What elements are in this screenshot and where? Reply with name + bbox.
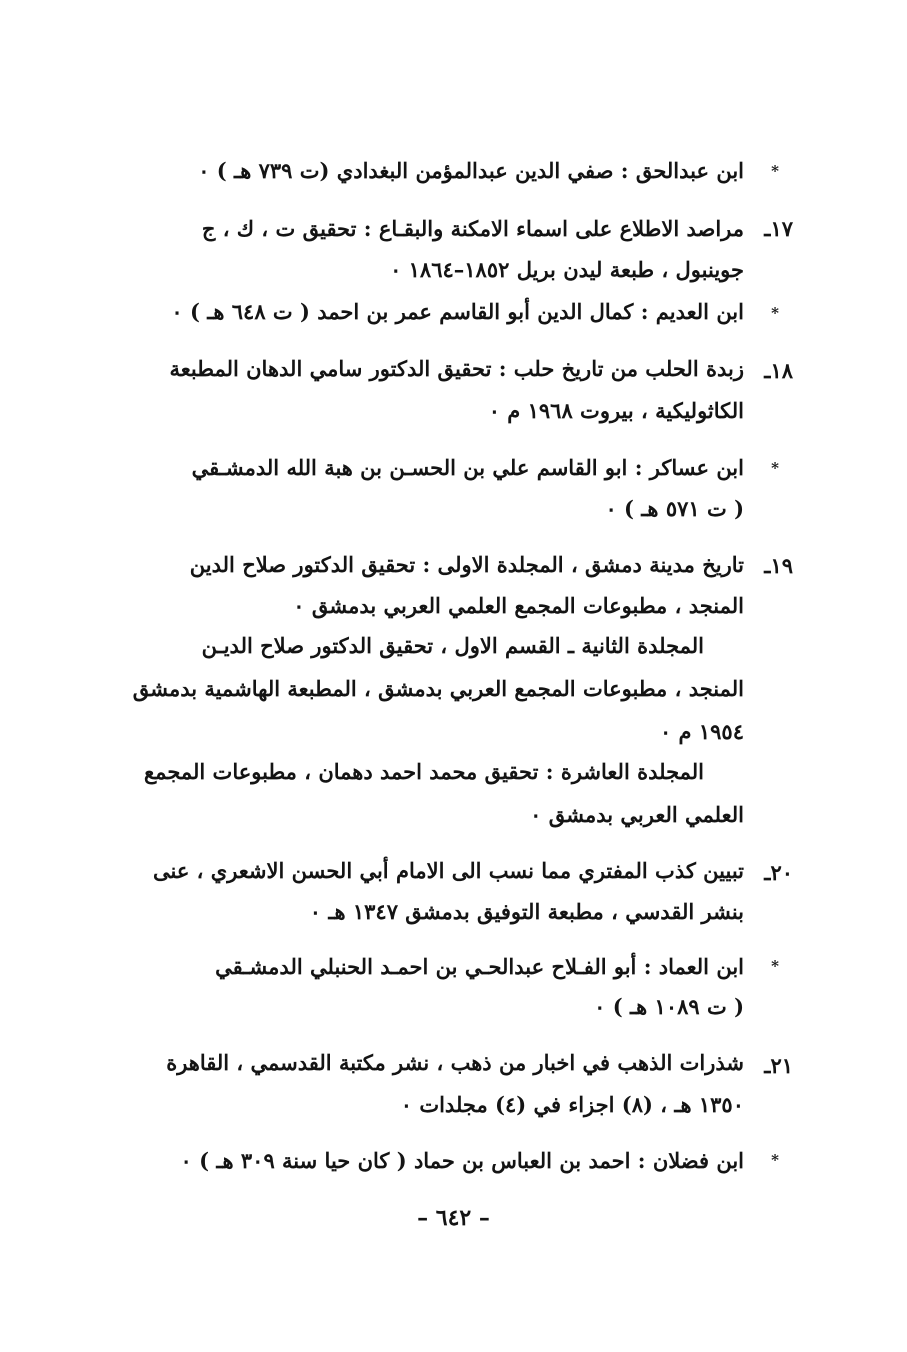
entry-line: زبدة الحلب من تاريخ حلب : تحقيق الدكتور سامي الدهان المطبعة	[169, 356, 744, 381]
entry-line: ١٣٥٠ هـ ، (٨) اجزاء في (٤) مجلدات ٠	[400, 1092, 744, 1117]
entry-line: ( ت ٥٧١ هـ ) ٠	[605, 496, 744, 521]
entry-number: ٢١ـ	[764, 1053, 793, 1078]
entry-line: المجلدة الثانية ـ القسم الاول ، تحقيق الدكتور صلاح الديـن	[201, 633, 704, 658]
entry-line: تاريخ مدينة دمشق ، المجلدة الاولى : تحقيق الدكتور صلاح الدين	[189, 552, 744, 577]
entry-line: بنشر القدسي ، مطبعة التوفيق بدمشق ١٣٤٧ هـ ٠	[309, 899, 744, 924]
entry-line: ابن العديم : كمال الدين أبو القاسم عمر بن احمد ( ت ٦٤٨ هـ ) ٠	[171, 299, 744, 324]
page-number: – ٦٤٢ –	[417, 1205, 490, 1231]
bullet-star: *	[771, 304, 779, 322]
entry-line: المنجد ، مطبوعات المجمع العلمي العربي بدمشق ٠	[293, 593, 744, 618]
entry-line: ١٩٥٤ م ٠	[659, 719, 744, 744]
entry-line: ( ت ١٠٨٩ هـ ) ٠	[594, 994, 744, 1019]
entry-number: ١٨ـ	[764, 358, 793, 383]
bullet-star: *	[771, 957, 779, 975]
entry-line: ابن عبدالحق : صفي الدين عبدالمؤمن البغدادي (ت ٧٣٩ هـ ) ٠	[198, 158, 744, 183]
entry-line: العلمي العربي بدمشق ٠	[530, 802, 744, 827]
entry-line: الكاثوليكية ، بيروت ١٩٦٨ م ٠	[488, 398, 744, 423]
entry-line: المجلدة العاشرة : تحقيق محمد احمد دهمان ، مطبوعات المجمع	[144, 759, 704, 784]
entry-number: ٢٠ـ	[764, 860, 793, 885]
bullet-star: *	[771, 1151, 779, 1169]
entry-line: المنجد ، مطبوعات المجمع العربي بدمشق ، المطبعة الهاشمية بدمشق	[132, 676, 744, 701]
entry-number: ١٩ـ	[764, 553, 793, 578]
entry-line: شذرات الذهب في اخبار من ذهب ، نشر مكتبة القدسمي ، القاهرة	[166, 1050, 744, 1075]
entry-line: جوينبول ، طبعة ليدن بريل ١٨٥٢–١٨٦٤ ٠	[390, 257, 744, 282]
entry-line: ابن فضلان : احمد بن العباس بن حماد ( كان حيا سنة ٣٠٩ هـ ) ٠	[180, 1148, 744, 1173]
bullet-star: *	[771, 162, 779, 180]
entry-line: ابن العماد : أبو الفـلاح عبدالحـي بن احمـد الحنبلي الدمشـقي	[215, 954, 744, 979]
entry-line: ابن عساكر : ابو القاسم علي بن الحسـن بن هبة الله الدمشـقي	[191, 455, 744, 480]
entry-line: تبيين كذب المفتري مما نسب الى الامام أبي الحسن الاشعري ، عنى	[153, 858, 744, 883]
entry-number: ١٧ـ	[764, 216, 793, 241]
bullet-star: *	[771, 459, 779, 477]
entry-line: مراصد الاطلاع على اسماء الامكنة والبقـاع : تحقيق ت ، ك ، ج	[201, 216, 744, 241]
